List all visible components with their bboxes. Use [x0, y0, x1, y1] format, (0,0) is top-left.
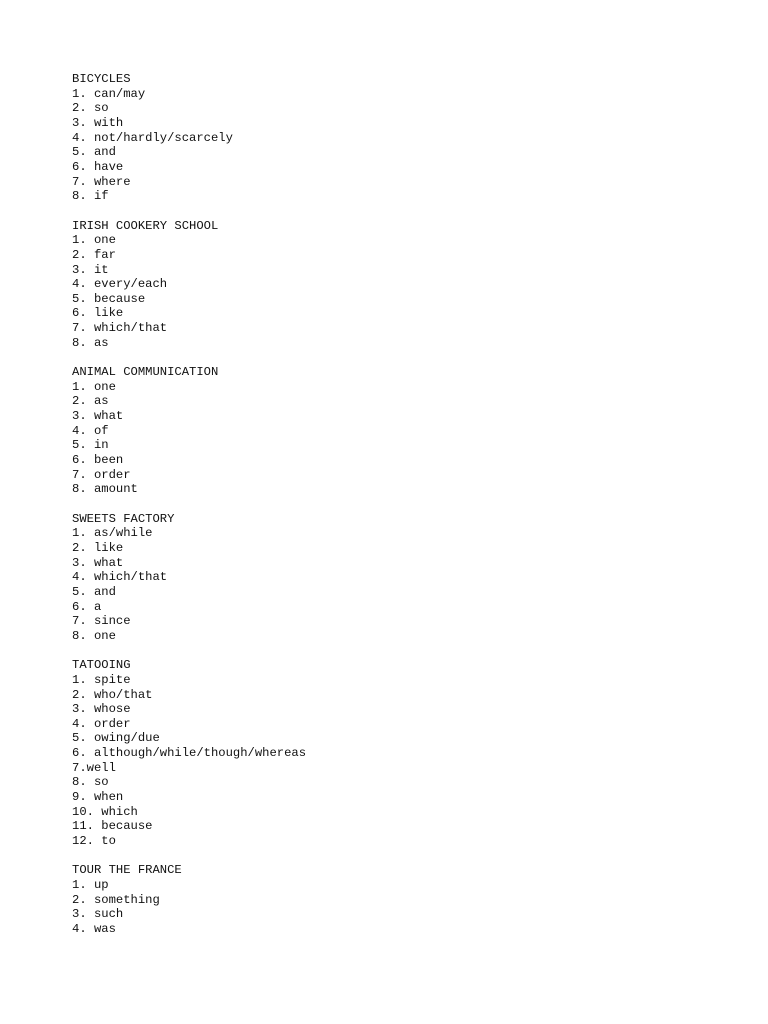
answer-item: 6. a	[72, 599, 102, 614]
answer-item: 9. when	[72, 790, 124, 805]
answer-item: 7. order	[72, 467, 131, 482]
answer-list	[72, 878, 306, 937]
answer-item: 7. since	[72, 614, 131, 629]
answer-item: 2. like	[72, 540, 124, 555]
answer-list	[72, 87, 306, 204]
section-title: BICYCLES	[72, 72, 131, 86]
answer-item: 4. order	[72, 716, 131, 731]
answer-item: 1. can/may	[72, 86, 146, 101]
answer-item: 4. was	[72, 921, 116, 936]
answer-item: 2. something	[72, 892, 160, 907]
answer-item: 3. with	[72, 115, 124, 130]
answer-item: 6. have	[72, 159, 124, 174]
section-title: TOUR THE FRANCE	[72, 863, 182, 878]
answer-list	[72, 526, 306, 643]
answer-item: 1. as/while	[72, 526, 153, 541]
answer-item: 11. because	[72, 819, 153, 834]
answer-list	[72, 233, 306, 350]
answer-item: 2. so	[72, 101, 109, 116]
answer-item: 5. and	[72, 145, 116, 160]
answer-item: 2. who/that	[72, 687, 153, 702]
answer-item: 5. because	[72, 291, 146, 306]
answer-item: 6. been	[72, 453, 124, 468]
section-title: SWEETS FACTORY	[72, 511, 175, 526]
answer-item: 4. not/hardly/scarcely	[72, 130, 233, 145]
answer-item: 6. although/while/though/whereas	[72, 746, 307, 761]
answer-item: 1. up	[72, 878, 109, 893]
answer-section	[72, 72, 306, 204]
answer-section	[72, 512, 306, 644]
answer-item: 5. owing/due	[72, 731, 160, 746]
answer-item: 8. amount	[72, 482, 138, 497]
answer-item: 10. which	[72, 804, 138, 819]
answer-item: 1. one	[72, 233, 116, 248]
answer-item: 8. one	[72, 628, 116, 643]
answer-list	[72, 673, 306, 849]
answer-item: 4. of	[72, 423, 109, 438]
answer-item: 8. as	[72, 335, 109, 350]
answer-item: 2. far	[72, 247, 116, 262]
answer-item: 8. so	[72, 775, 109, 790]
answer-item: 3. such	[72, 907, 124, 922]
answer-item: 1. one	[72, 379, 116, 394]
answer-section	[72, 365, 306, 497]
answer-item: 7. which/that	[72, 321, 168, 336]
answer-section	[72, 219, 306, 351]
answer-item: 7.well	[72, 760, 116, 775]
answer-item: 3. whose	[72, 702, 131, 717]
answer-item: 4. which/that	[72, 570, 168, 585]
answer-item: 3. what	[72, 555, 124, 570]
answer-item: 4. every/each	[72, 277, 168, 292]
answer-item: 3. what	[72, 409, 124, 424]
answer-item: 1. spite	[72, 672, 131, 687]
section-title: IRISH COOKERY SCHOOL	[72, 218, 219, 233]
answer-section	[72, 658, 306, 849]
answer-item: 6. like	[72, 306, 124, 321]
section-title: TATOOING	[72, 658, 131, 673]
section-title: ANIMAL COMMUNICATION	[72, 365, 219, 380]
answer-item: 2. as	[72, 394, 109, 409]
answer-item: 5. and	[72, 584, 116, 599]
answer-item: 7. where	[72, 174, 131, 189]
answer-item: 12. to	[72, 834, 116, 849]
answer-list	[72, 380, 306, 497]
answer-item: 5. in	[72, 438, 109, 453]
answer-item: 8. if	[72, 189, 109, 204]
answer-key-document	[72, 72, 306, 951]
answer-section	[72, 863, 306, 936]
answer-item: 3. it	[72, 262, 109, 277]
